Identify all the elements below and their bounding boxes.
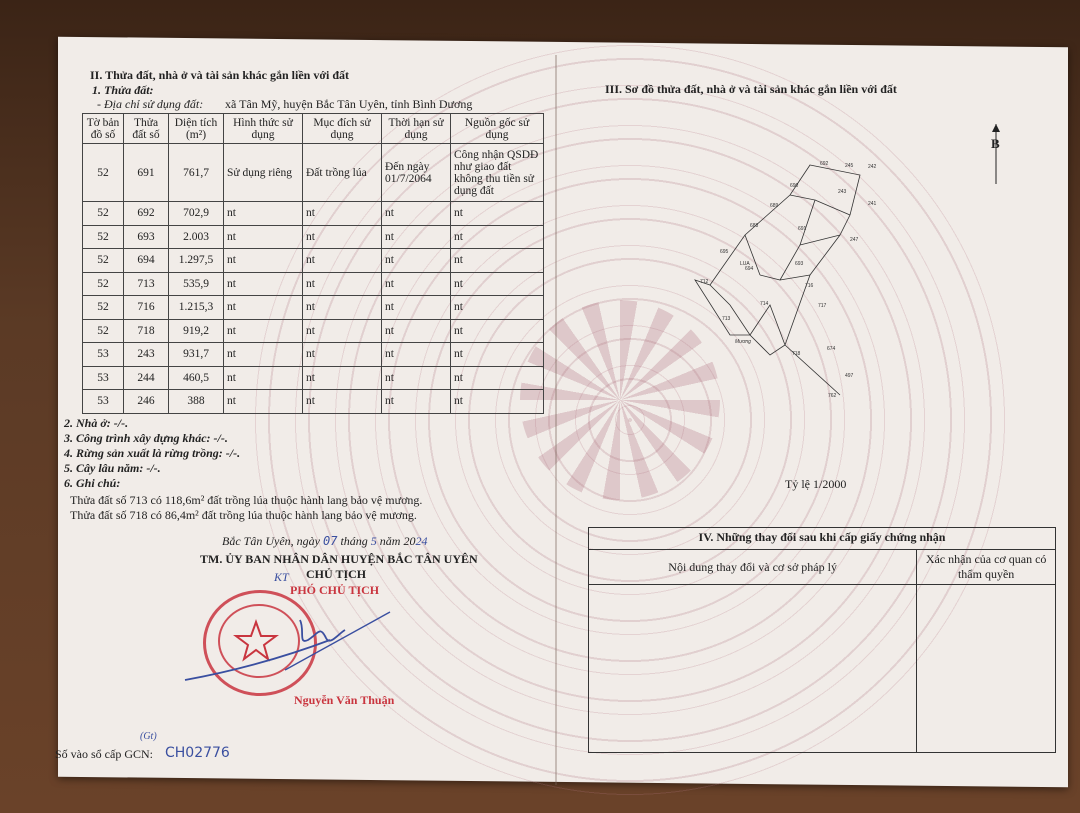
map-label-241: 241	[868, 201, 877, 207]
table-cell: 692	[124, 202, 169, 226]
table-cell: 535,9	[169, 272, 224, 296]
table-cell: 460,5	[169, 366, 224, 390]
table-cell: nt	[451, 296, 544, 320]
map-label-691: 691	[798, 226, 807, 232]
signature	[180, 600, 400, 695]
forest-line: 4. Rừng sản xuất là rừng trồng: -/-.	[64, 446, 241, 460]
table-cell: 931,7	[169, 343, 224, 367]
map-label-lua: LUA	[740, 261, 750, 267]
table-cell: nt	[451, 366, 544, 390]
register-note: (Gt)	[140, 731, 157, 742]
chairman-title: CHỦ TỊCH	[306, 567, 367, 581]
date-year-label: năm 20	[379, 534, 416, 548]
table-cell: Đến ngày 01/7/2064	[382, 144, 451, 202]
table-cell: nt	[303, 272, 382, 296]
table-cell: nt	[303, 249, 382, 273]
table-row	[83, 272, 544, 296]
table-cell: nt	[451, 390, 544, 414]
land-parcel-table	[82, 113, 544, 414]
table-cell: 52	[83, 319, 124, 343]
table-cell: Sử dụng riêng	[224, 144, 303, 202]
table-cell: 691	[124, 144, 169, 202]
map-label-245: 245	[845, 163, 854, 169]
date-place: Bắc Tân Uyên, ngày	[222, 534, 320, 548]
table-cell: nt	[303, 319, 382, 343]
vice-chairman-title: PHÓ CHỦ TỊCH	[290, 583, 380, 597]
table-cell: 702,9	[169, 202, 224, 226]
section-3-title: III. Sơ đồ thửa đất, nhà ở và tài sản khác gắn liền với đất	[605, 82, 897, 96]
table-cell: 761,7	[169, 144, 224, 202]
table-cell: 713	[124, 272, 169, 296]
date-month: 5	[370, 534, 377, 548]
page-fold	[555, 55, 557, 785]
map-label-689: 689	[770, 203, 779, 209]
map-label-243: 243	[838, 189, 847, 195]
table-cell: 52	[83, 249, 124, 273]
table-cell: 388	[169, 390, 224, 414]
table-cell: nt	[303, 296, 382, 320]
col-map-sheet: Tờ bản đồ số	[83, 114, 124, 144]
table-cell: 694	[124, 249, 169, 273]
perennial-line: 5. Cây lâu năm: -/-.	[64, 461, 161, 475]
table-cell: 718	[124, 319, 169, 343]
table-cell: nt	[303, 225, 382, 249]
table-cell: 53	[83, 390, 124, 414]
map-label-692: 692	[820, 161, 829, 167]
section-4-title: IV. Những thay đổi sau khi cấp giấy chứng nhận	[589, 528, 1056, 550]
house-line: 2. Nhà ở: -/-.	[64, 416, 129, 430]
map-label-713: 713	[722, 316, 731, 322]
table-cell: 53	[83, 366, 124, 390]
table-cell: nt	[382, 319, 451, 343]
table-cell: nt	[382, 225, 451, 249]
table-cell: nt	[382, 390, 451, 414]
map-label-canal: Mương	[735, 339, 751, 345]
col-usage-form: Hình thức sử dụng	[224, 114, 303, 144]
table-cell: nt	[224, 272, 303, 296]
map-label-712: 712	[700, 279, 709, 285]
date-month-label: tháng	[340, 534, 368, 548]
col-origin: Nguồn gốc sử dụng	[451, 114, 544, 144]
change-content-cell	[589, 585, 917, 753]
table-cell: 716	[124, 296, 169, 320]
map-label-497: 497	[845, 373, 854, 379]
table-row	[83, 319, 544, 343]
map-label-716: 716	[805, 283, 814, 289]
table-cell: nt	[303, 202, 382, 226]
table-cell: nt	[382, 343, 451, 367]
col-change-content: Nội dung thay đổi và cơ sở pháp lý	[589, 550, 917, 585]
map-label-688: 688	[750, 223, 759, 229]
table-cell: 1.297,5	[169, 249, 224, 273]
table-cell: nt	[224, 390, 303, 414]
north-arrow-icon	[988, 124, 1004, 186]
table-cell: 52	[83, 225, 124, 249]
authority-cell	[917, 585, 1056, 753]
address-label: - Địa chỉ sử dụng đất:	[97, 97, 204, 111]
col-parcel: Thửa đất số	[124, 114, 169, 144]
table-cell: nt	[224, 319, 303, 343]
col-area: Diện tích (m²)	[169, 114, 224, 144]
table-cell: 243	[124, 343, 169, 367]
table-cell: nt	[303, 366, 382, 390]
changes-table	[588, 527, 1056, 753]
table-cell: 246	[124, 390, 169, 414]
table-cell: 53	[83, 343, 124, 367]
map-label-690: 690	[790, 183, 799, 189]
table-cell: 52	[83, 272, 124, 296]
table-cell: Công nhận QSDĐ như giao đất không thu tiền sử dụng đất	[451, 144, 544, 202]
map-label-695: 695	[720, 249, 729, 255]
table-cell: nt	[382, 366, 451, 390]
table-cell: nt	[382, 296, 451, 320]
col-purpose: Mục đích sử dụng	[303, 114, 382, 144]
table-row	[83, 225, 544, 249]
table-cell: nt	[224, 296, 303, 320]
table-row	[83, 390, 544, 414]
map-label-717: 717	[818, 303, 827, 309]
table-cell: 919,2	[169, 319, 224, 343]
map-scale: Tỷ lệ 1/2000	[785, 477, 847, 491]
register-label: Số vào sổ cấp GCN:	[55, 747, 153, 761]
table-cell: nt	[451, 272, 544, 296]
table-cell: nt	[382, 272, 451, 296]
table-row	[83, 366, 544, 390]
table-cell: nt	[451, 225, 544, 249]
table-cell: nt	[224, 366, 303, 390]
table-row	[83, 343, 544, 367]
note-title: 6. Ghi chú:	[64, 476, 121, 490]
table-row	[83, 202, 544, 226]
table-row	[83, 249, 544, 273]
map-label-247: 247	[850, 237, 859, 243]
table-cell: 244	[124, 366, 169, 390]
parcel-map	[690, 155, 880, 415]
table-cell: 693	[124, 225, 169, 249]
north-label: B	[991, 136, 1000, 151]
table-cell: 2.003	[169, 225, 224, 249]
map-label-693: 693	[795, 261, 804, 267]
map-label-718: 718	[792, 351, 801, 357]
table-row	[83, 296, 544, 320]
map-label-694: 694	[745, 266, 754, 272]
table-cell: nt	[224, 202, 303, 226]
table-cell: 1.215,3	[169, 296, 224, 320]
issue-date-line	[222, 534, 427, 549]
table-cell: nt	[303, 343, 382, 367]
table-cell: 52	[83, 144, 124, 202]
signer-name: Nguyễn Văn Thuận	[294, 693, 395, 707]
table-cell: nt	[451, 249, 544, 273]
note-713: Thửa đất số 713 có 118,6m² đất trồng lúa thuộc hành lang bảo vệ mương.	[70, 493, 423, 507]
map-label-714: 714	[760, 301, 769, 307]
table-cell: nt	[382, 249, 451, 273]
table-cell: nt	[451, 319, 544, 343]
col-term: Thời hạn sử dụng	[382, 114, 451, 144]
table-cell: nt	[224, 225, 303, 249]
table-cell: Đất trồng lúa	[303, 144, 382, 202]
kt-handwritten: KT	[274, 570, 289, 584]
map-label-242: 242	[868, 164, 877, 170]
section-2-title: II. Thửa đất, nhà ở và tài sản khác gắn liền với đất	[90, 68, 350, 82]
table-cell: nt	[224, 249, 303, 273]
committee-title: TM. ỦY BAN NHÂN DÂN HUYỆN BẮC TÂN UYÊN	[200, 552, 478, 566]
register-value: CH02776	[165, 745, 230, 761]
col-authority-confirmation: Xác nhận của cơ quan có thẩm quyền	[917, 550, 1056, 585]
table-row	[83, 144, 544, 202]
table-cell: nt	[451, 343, 544, 367]
subsection-land-title: 1. Thửa đất:	[92, 83, 154, 97]
date-year: 24	[415, 534, 428, 548]
date-day: 07	[322, 534, 338, 548]
table-cell: 52	[83, 296, 124, 320]
map-label-674: 674	[827, 346, 836, 352]
construction-line: 3. Công trình xây dựng khác: -/-.	[64, 431, 228, 445]
table-cell: nt	[303, 390, 382, 414]
table-cell: nt	[382, 202, 451, 226]
map-label-762: 762	[828, 393, 837, 399]
note-718: Thửa đất số 718 có 86,4m² đất trồng lúa thuộc hành lang bảo vệ mương.	[70, 508, 417, 522]
address-value: xã Tân Mỹ, huyện Bắc Tân Uyên, tỉnh Bình Dương	[225, 97, 473, 111]
table-cell: 52	[83, 202, 124, 226]
table-cell: nt	[224, 343, 303, 367]
table-cell: nt	[451, 202, 544, 226]
